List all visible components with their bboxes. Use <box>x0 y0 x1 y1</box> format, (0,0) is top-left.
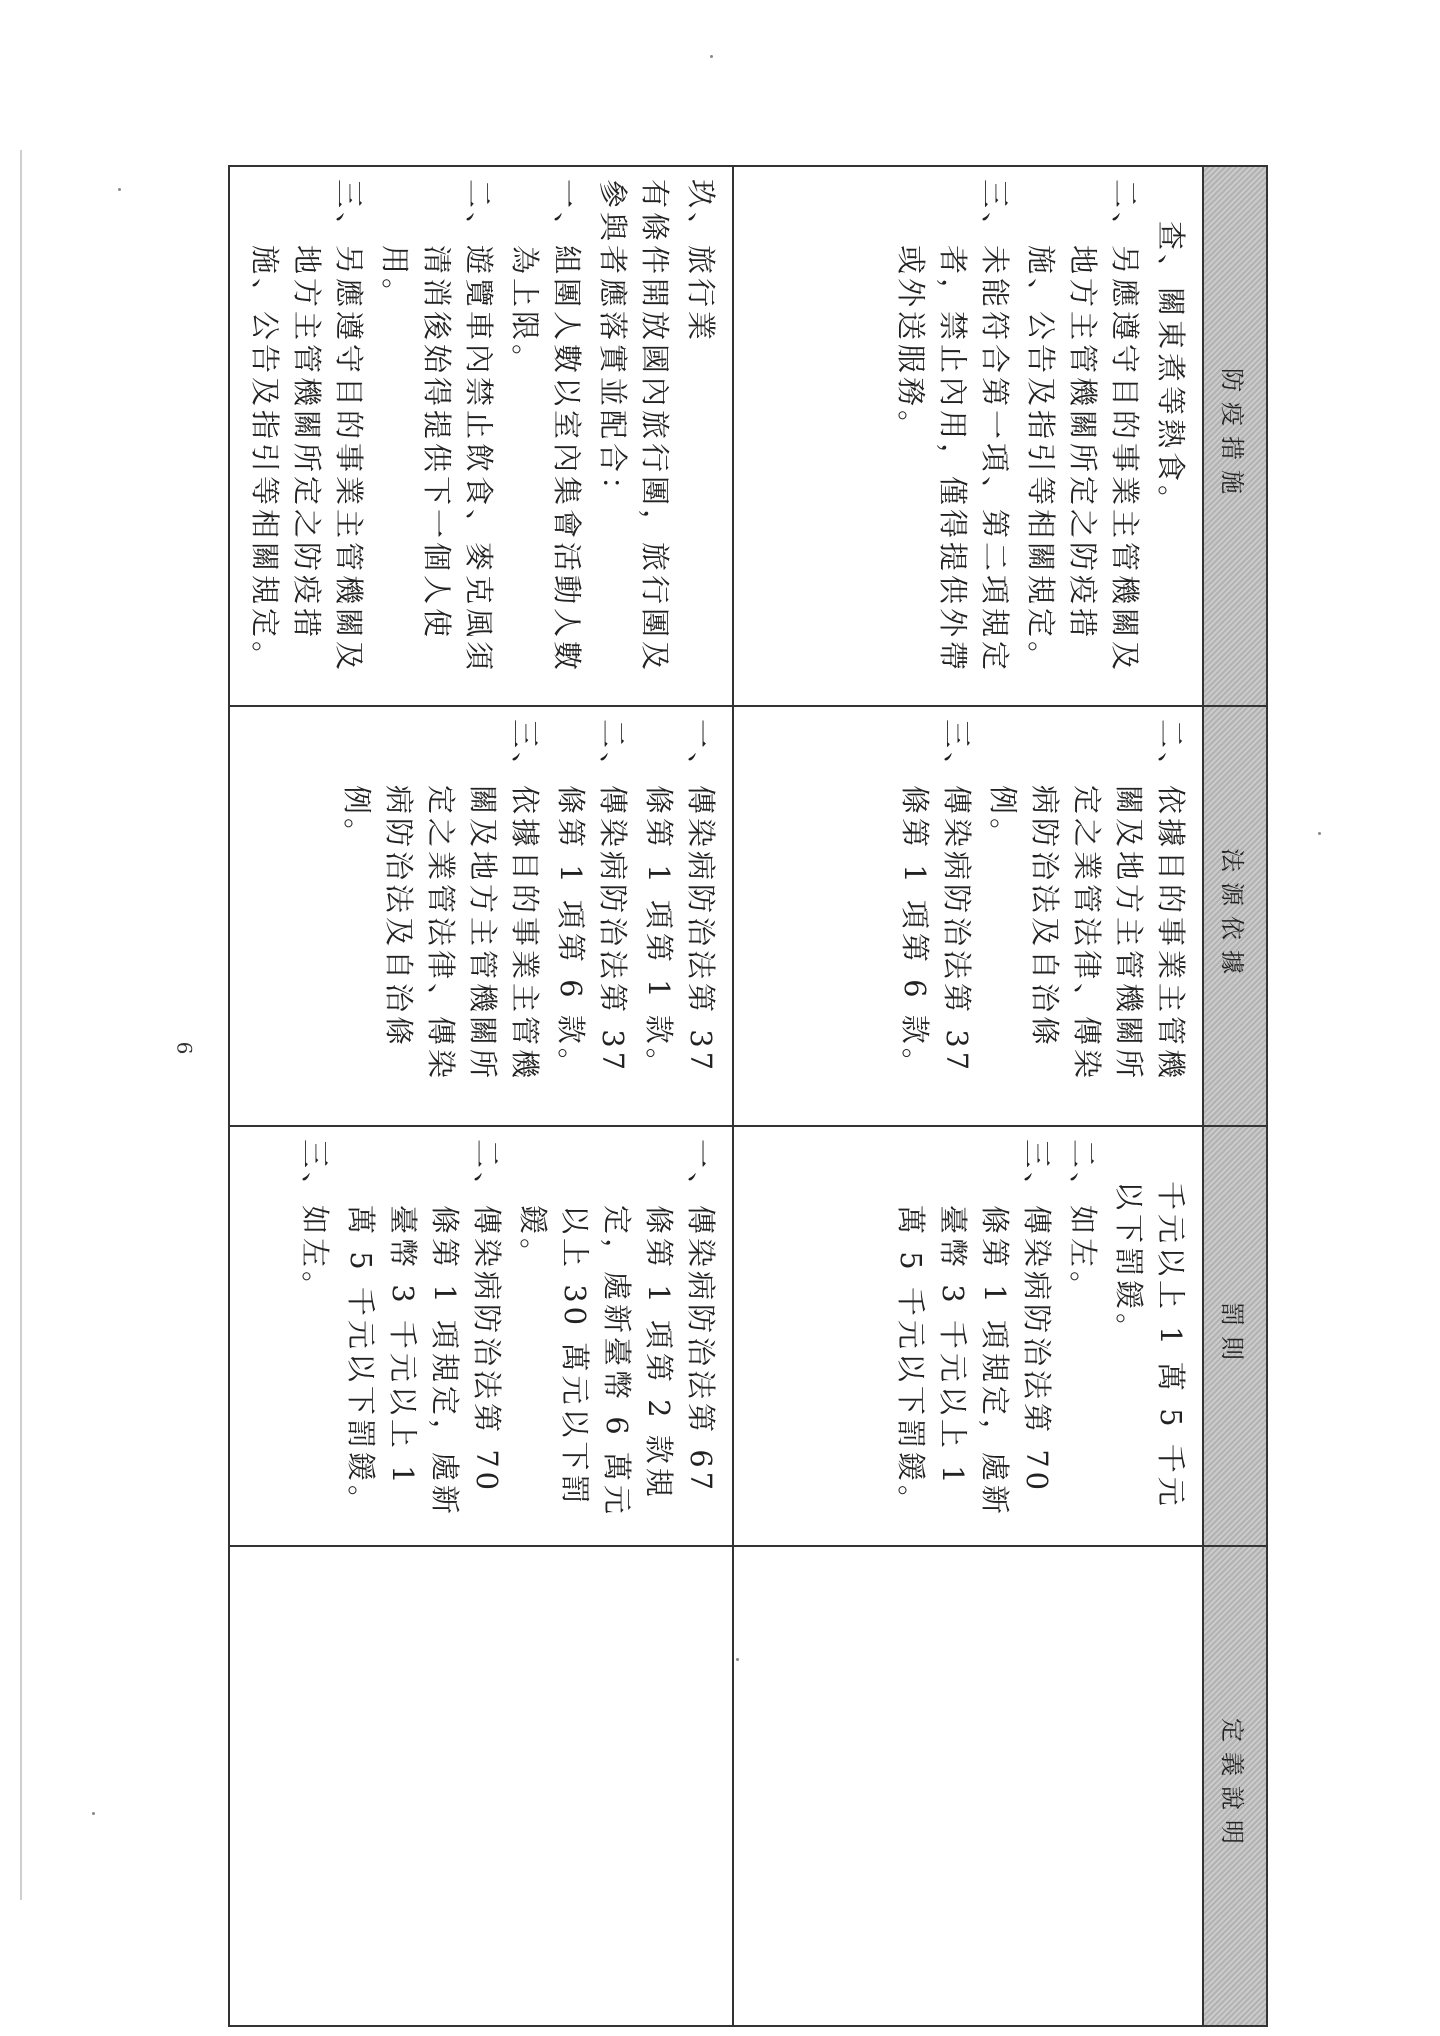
cell-penalty <box>733 1126 1203 1546</box>
cell-legal-basis <box>733 706 1203 1126</box>
list-item <box>504 179 588 693</box>
item-marker: 二、 <box>470 1139 504 1206</box>
cell-measures <box>733 166 1203 706</box>
list-item <box>982 719 1192 1113</box>
item-text: 依據目的事業主管機關及地方主管機關所定之業管法律、傳染病防治法及自治條例。 <box>340 785 542 1083</box>
penalty-lead: 千元以上 1 萬 5 千元以下罰鍰。 <box>1112 1181 1188 1510</box>
item-marker: 二、 <box>596 719 630 786</box>
header-penalty: 罰則 <box>1203 1126 1267 1546</box>
list-item <box>890 179 1016 693</box>
item-marker: 三、 <box>940 719 974 786</box>
header-measures: 防疫措施 <box>1203 166 1267 706</box>
item-marker: 二、 <box>462 179 496 246</box>
item-marker: 二、 <box>1108 179 1142 246</box>
item-text: 如左。 <box>1066 1205 1100 1305</box>
table-header-row <box>1203 166 1267 2026</box>
item-text: 傳染病防治法第 67 條第 1 項第 2 款規定，處新臺幣 6 萬元以上 30 萬元以下罰鍰。 <box>516 1205 718 1518</box>
cell-legal-basis <box>229 706 733 1126</box>
item-marker: 三、 <box>298 1139 332 1206</box>
item-text: 依據目的事業主管機關及地方主管機關所定之業管法律、傳染病防治法及自治條例。 <box>986 785 1188 1083</box>
list-item <box>512 1139 722 1533</box>
item-marker: 一、 <box>684 719 718 786</box>
list-item <box>550 719 634 1113</box>
item-text: 如左。 <box>298 1205 332 1305</box>
item-marker: 三、 <box>978 179 1012 246</box>
item-text: 組團人數以室內集會活動人數為上限。 <box>508 245 584 675</box>
header-legal-basis: 法源依據 <box>1203 706 1267 1126</box>
cell-definition <box>733 1546 1203 2026</box>
item-text: 傳染病防治法第 37 條第 1 項第 1 款。 <box>642 785 718 1081</box>
list-item <box>374 179 500 693</box>
cell-measures <box>229 166 733 706</box>
header-definition: 定義說明 <box>1203 1546 1267 2026</box>
list-item <box>244 179 370 693</box>
item-text: 傳染病防治法第 37 條第 1 項第 6 款。 <box>554 785 630 1081</box>
list-item <box>1020 179 1146 693</box>
list-item <box>1062 1139 1104 1533</box>
section-heading: 玖、旅行業 <box>684 179 718 345</box>
cell-definition <box>229 1546 733 2026</box>
item-marker: 三、 <box>508 719 542 786</box>
epidemic-measures-table <box>228 165 1268 2027</box>
table-row <box>229 166 733 2026</box>
page-number: 6 <box>172 1041 197 1055</box>
list-item <box>340 1139 508 1533</box>
list-item <box>638 719 722 1113</box>
item-text: 未能符合第一項、第二項規定者，禁止內用，僅得提供外帶或外送服務。 <box>894 245 1012 675</box>
item-marker: 三、 <box>332 179 366 246</box>
rotated-table-container <box>243 165 1268 2025</box>
item-marker: 二、 <box>1154 719 1188 786</box>
item-text: 傳染病防治法第 37 條第 1 項第 6 款。 <box>898 785 974 1081</box>
item-marker: 三、 <box>1020 1139 1054 1206</box>
table-row <box>733 166 1203 2026</box>
item-marker: 一、 <box>684 1139 718 1206</box>
cell-penalty <box>229 1126 733 1546</box>
item-text: 傳染病防治法第 70 條第 1 項規定，處新臺幣 3 千元以上 1 萬 5 千元以下罰鍰。 <box>344 1205 504 1518</box>
section-intro: 有條件開放國內旅行團，旅行團及參與者應落實並配合： <box>596 179 672 675</box>
item-text: 遊覽車內禁止飲食、麥克風須清消後始得提供下一個人使用。 <box>378 245 496 675</box>
item-marker: 一、 <box>550 179 584 246</box>
list-item <box>890 1139 1058 1533</box>
item-marker: 二、 <box>1066 1139 1100 1206</box>
measure-lead: 查、關東煮等熱食。 <box>1154 221 1188 519</box>
item-text: 傳染病防治法第 70 條第 1 項規定，處新臺幣 3 千元以上 1 萬 5 千元以下罰鍰。 <box>894 1205 1054 1518</box>
item-text: 另應遵守目的事業主管機關及地方主管機關所定之防疫措施、公告及指引等相關規定。 <box>248 245 366 675</box>
item-text: 另應遵守目的事業主管機關及地方主管機關所定之防疫措施、公告及指引等相關規定。 <box>1024 245 1142 675</box>
list-item <box>894 719 978 1113</box>
list-item <box>294 1139 336 1533</box>
list-item <box>336 719 546 1113</box>
